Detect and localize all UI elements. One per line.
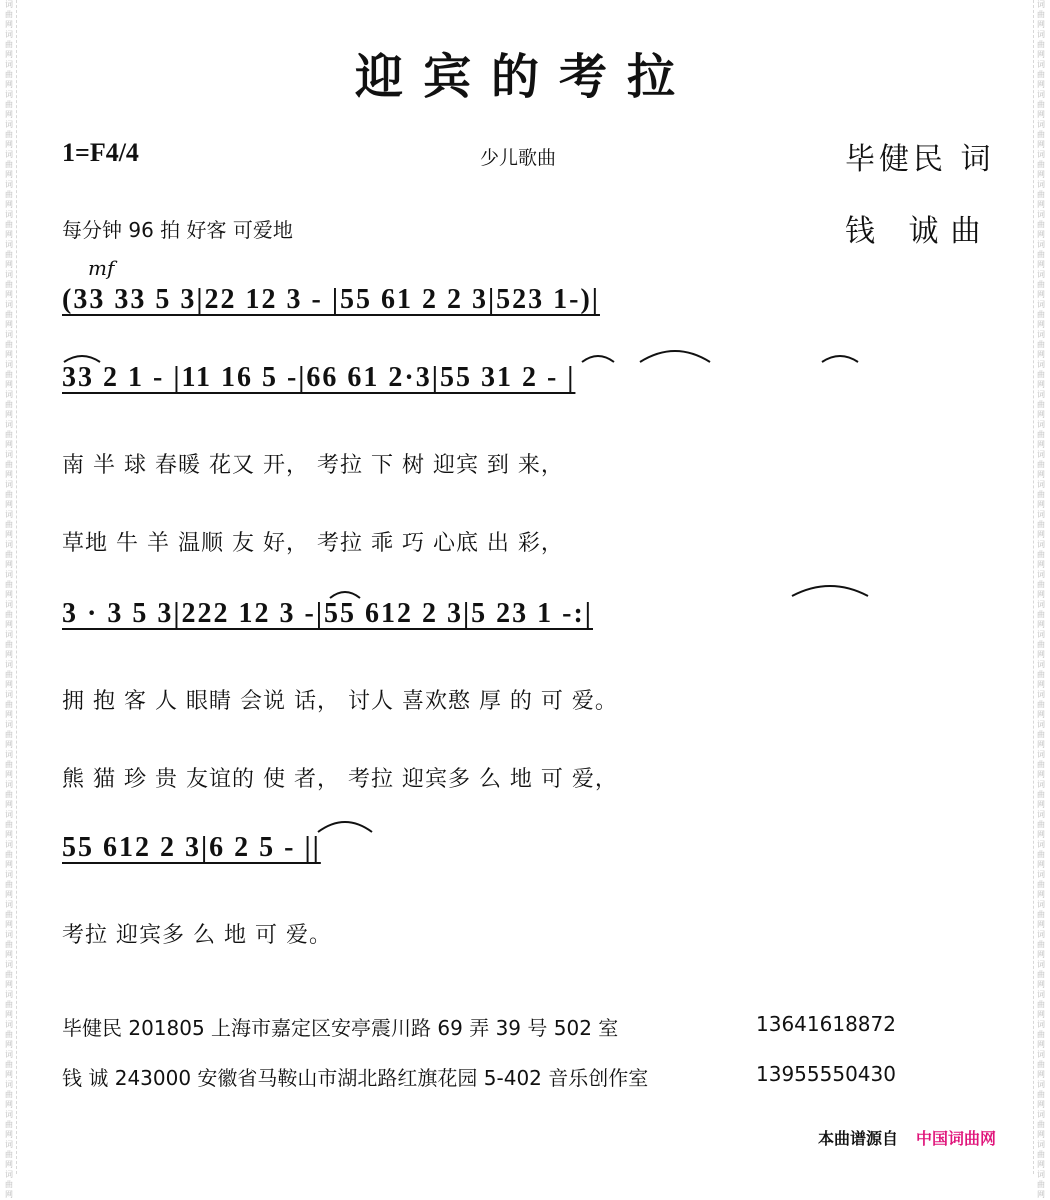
slur-mark xyxy=(640,351,710,362)
song-genre: 少儿歌曲 xyxy=(480,147,557,169)
key-signature: 1=F4/4 xyxy=(62,138,139,167)
slur-mark xyxy=(582,356,614,362)
slur-mark xyxy=(318,822,372,832)
notation-line-1: (33 33 5 3|22 12 3 - |55 61 2 2 3|523 1-)| xyxy=(62,284,600,315)
lyric-line-2: 草地 牛 羊 温顺 友 好， 考拉 乖 巧 心底 出 彩， xyxy=(62,531,564,556)
contact-composer-phone: 13955550430 xyxy=(756,1062,896,1086)
slur-mark xyxy=(64,356,100,362)
notation-line-3: 3 · 3 5 3|222 12 3 -|55 612 2 3|5 23 1 -:| xyxy=(62,598,593,629)
lyricist-credit: 毕健民 词 xyxy=(845,142,995,177)
watermark-strip-left: 词曲网词曲网词曲网词曲网词曲网词曲网词曲网词曲网词曲网词曲网词曲网词曲网词曲网词曲网词曲网词曲网词曲网词曲网词曲网词曲网词曲网词曲网词曲网词曲网词曲网词曲网词曲网词曲网词曲网词曲网词曲网词曲网词曲网词曲网词曲网词曲网词曲网词曲网词曲网词曲网 xyxy=(2,0,17,1174)
lyric-line-3: 拥 抱 客 人 眼睛 会说 话， 讨人 喜欢憨 厚 的 可 爱。 xyxy=(62,689,618,714)
slur-mark xyxy=(792,586,868,596)
lyric-line-4: 熊 猫 珍 贵 友谊的 使 者， 考拉 迎宾多 么 地 可 爱， xyxy=(62,767,618,792)
source-site-link[interactable]: 中国词曲网 xyxy=(916,1129,997,1148)
slur-mark xyxy=(330,592,360,598)
notation-line-4: 55 612 2 3|6 2 5 - || xyxy=(62,832,321,863)
watermark-strip-right: 词曲网词曲网词曲网词曲网词曲网词曲网词曲网词曲网词曲网词曲网词曲网词曲网词曲网词曲网词曲网词曲网词曲网词曲网词曲网词曲网词曲网词曲网词曲网词曲网词曲网词曲网词曲网词曲网词曲网词曲网词曲网词曲网词曲网词曲网词曲网词曲网词曲网词曲网词曲网词曲网 xyxy=(1033,0,1048,1174)
contact-lyricist: 毕健民 201805 上海市嘉定区安亭震川路 69 弄 39 号 502 室 xyxy=(62,1016,619,1040)
notation-line-2: 33 2 1 - |11 16 5 -|66 61 2·3|55 31 2 - | xyxy=(62,362,576,393)
contact-lyricist-phone: 13641618872 xyxy=(756,1012,896,1036)
contact-composer: 钱 诚 243000 安徽省马鞍山市湖北路红旗花园 5-402 音乐创作室 xyxy=(62,1066,649,1090)
lyric-line-1: 南 半 球 春暖 花又 开， 考拉 下 树 迎宾 到 来， xyxy=(62,453,564,478)
source-label: 本曲谱源自 xyxy=(818,1129,899,1148)
dynamic-marking: mf xyxy=(88,256,115,280)
tempo-marking: 每分钟 96 拍 好客 可爱地 xyxy=(62,218,293,242)
composer-credit: 钱 诚曲 xyxy=(845,214,993,249)
lyric-line-5: 考拉 迎宾多 么 地 可 爱。 xyxy=(62,923,332,948)
song-title: 迎宾的考拉 xyxy=(354,49,695,105)
slur-mark xyxy=(822,356,858,362)
